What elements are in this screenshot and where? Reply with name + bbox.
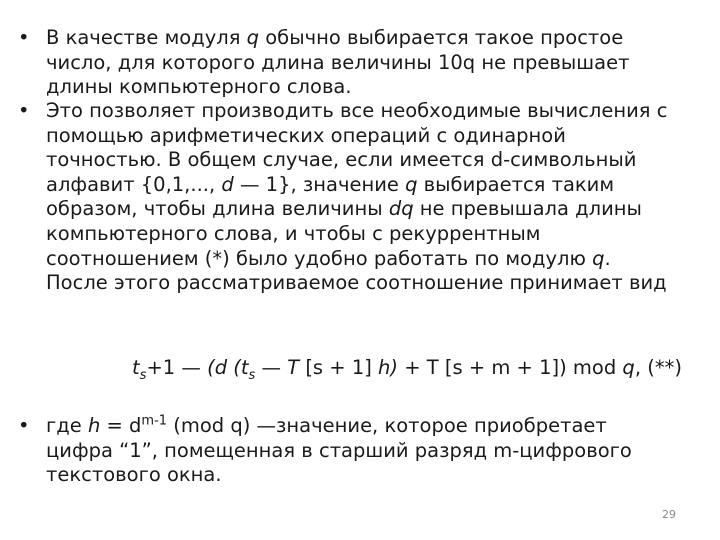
text-run: = d [100, 414, 142, 437]
text-run: В качестве модуля [46, 26, 247, 49]
formula-part: [s + 1] [299, 356, 379, 379]
formula-part: — T [255, 356, 300, 379]
text-run: где [46, 414, 88, 437]
bullet-h-definition [18, 414, 678, 488]
bullet-marker: • [18, 99, 30, 122]
variable-q: q [622, 356, 635, 379]
variable-q: q [592, 246, 605, 270]
variable-d: d [221, 172, 234, 196]
text-run: . После этого рассматриваемое соотношение принимает вид [46, 246, 667, 295]
text-run: обычно выбирается такое простое число, для которого длина величины 10q не превышает длины компьютерного слова. [46, 26, 630, 99]
formula-part: , (**) [634, 356, 682, 379]
variable-q: q [246, 26, 260, 49]
variable-dq: dq [388, 197, 414, 221]
page-number: 29 [662, 508, 676, 521]
variable-q: q [405, 172, 418, 196]
formula-part: + T [s + m + 1]) mod [398, 356, 623, 379]
bullet-text [46, 414, 678, 488]
bullet-single-precision [18, 99, 678, 296]
formula-subscript: s [248, 367, 256, 383]
formula-part: (d (t [207, 356, 249, 379]
text-run: — 1}, значение [233, 172, 406, 196]
recurrence-formula [132, 356, 682, 383]
bullet-marker: • [18, 26, 30, 49]
bullet-text [46, 99, 678, 296]
formula-subscript: s [139, 367, 147, 383]
superscript: m-1 [141, 413, 168, 429]
formula-part: t [132, 356, 140, 379]
formula-part: h) [378, 356, 399, 379]
variable-h: h [87, 414, 101, 437]
bullet-marker: • [18, 414, 30, 437]
text-run: выбирается таким образом, чтобы длина величины [46, 172, 615, 221]
text-run: Это позволяет производить все необходимые вычисления с помощью арифметических операций с одинарной точностью. В общем случае, если имеется d-символьный алфавит {0,1,..., [46, 99, 668, 196]
bullet-modulus-choice [18, 26, 678, 100]
text-run: (mod q) —значение, которое приобретает цифра “1”, помещенная в старший разряд m-цифрового текстового окна. [46, 414, 632, 487]
text-run: не превышала длины компьютерного слова, и чтобы с рекуррентным соотношением (*) было удобно работать по модулю [46, 197, 642, 270]
bullet-text [46, 26, 678, 100]
formula-part: +1 — [146, 356, 208, 379]
